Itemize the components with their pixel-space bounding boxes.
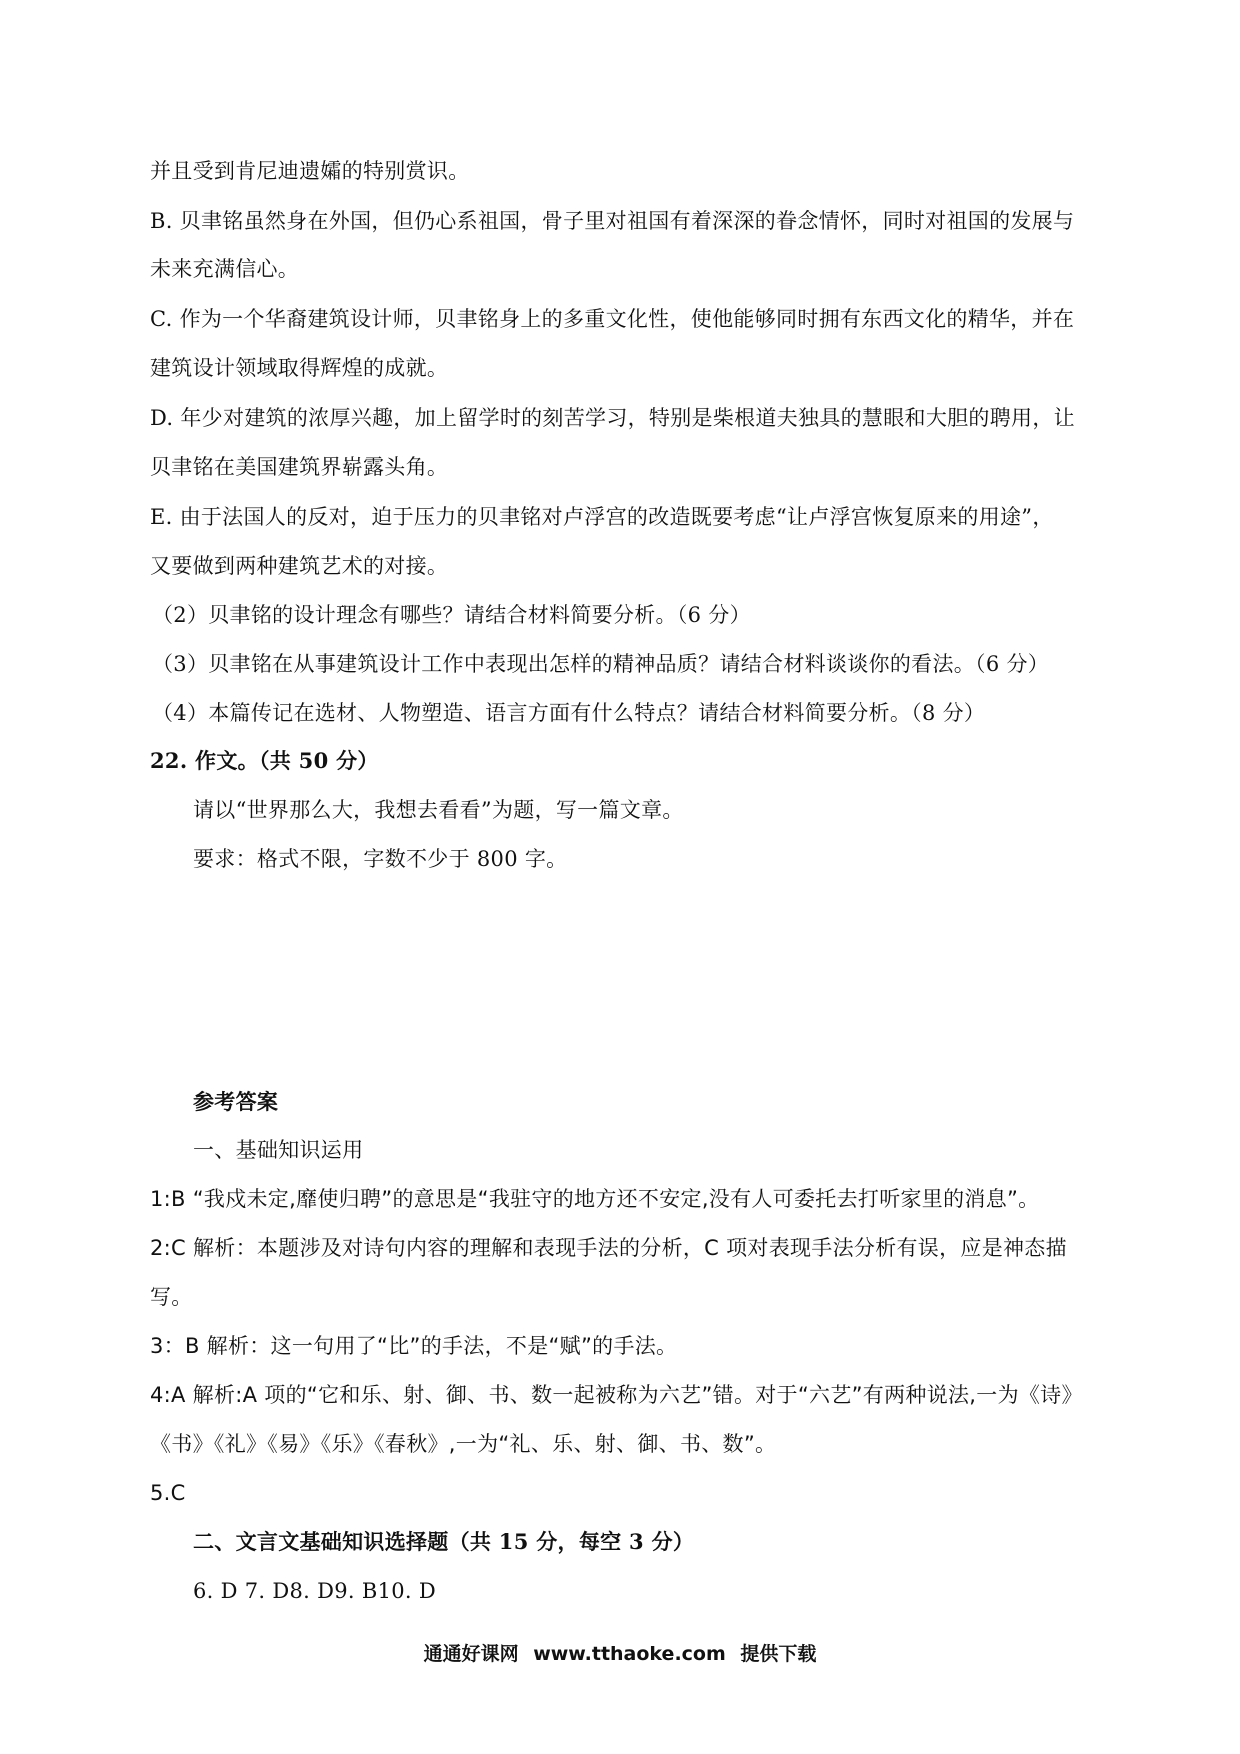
option-e-line-1: E. 由于法国人的反对，迫于压力的贝聿铭对卢浮宫的改造既要考虑“让卢浮宫恢复原来的用途”， xyxy=(150,505,1054,529)
question-22-heading: 22. 作文。（共 50 分） xyxy=(150,748,379,773)
answer-2-line-1: 2:C 解析：本题涉及对诗句内容的理解和表现手法的分析，C 项对表现手法分析有误，应是神态描 xyxy=(150,1236,1067,1260)
option-b-line-1: B. 贝聿铭虽然身在外国，但仍心系祖国，骨子里对祖国有着深深的眷念情怀，同时对祖国的发展与 xyxy=(150,209,1075,233)
footer-url-link[interactable]: www.tthaoke.com xyxy=(533,1643,726,1665)
essay-requirement: 要求：格式不限，字数不少于 800 字。 xyxy=(193,847,568,871)
answers-section-1-title: 一、基础知识运用 xyxy=(193,1138,364,1162)
option-a-tail: 并且受到肯尼迪遗孀的特别赏识。 xyxy=(150,159,470,183)
answer-4-line-1: 4:A 解析:A 项的“它和乐、射、御、书、数一起被称为六艺”错。对于“六艺”有两种说法,一为《诗》 xyxy=(150,1383,1083,1407)
page-footer xyxy=(0,1640,1240,1668)
sub-question-2: （2）贝聿铭的设计理念有哪些？请结合材料简要分析。（6 分） xyxy=(152,603,751,627)
sub-question-4: （4）本篇传记在选材、人物塑造、语言方面有什么特点？请结合材料简要分析。（8 分） xyxy=(152,701,986,725)
sub-question-3: （3）贝聿铭在从事建筑设计工作中表现出怎样的精神品质？请结合材料谈谈你的看法。（6 分） xyxy=(152,652,1050,676)
answers-heading: 参考答案 xyxy=(193,1089,279,1114)
option-e-line-2: 又要做到两种建筑艺术的对接。 xyxy=(150,554,449,578)
option-c-line-1: C. 作为一个华裔建筑设计师，贝聿铭身上的多重文化性，使他能够同时拥有东西文化的精华，并在 xyxy=(150,307,1075,331)
answers-section-2-title: 二、文言文基础知识选择题（共 15 分，每空 3 分） xyxy=(193,1529,695,1554)
answer-3: 3：B 解析：这一句用了“比”的手法，不是“赋”的手法。 xyxy=(150,1334,678,1358)
option-d-line-2: 贝聿铭在美国建筑界崭露头角。 xyxy=(150,455,449,479)
answer-4-line-2: 《书》《礼》《易》《乐》《春秋》,一为“礼、乐、射、御、书、数”。 xyxy=(150,1432,777,1456)
footer-suffix: 提供下载 xyxy=(740,1643,817,1665)
footer-site-name: 通通好课网 xyxy=(423,1643,519,1665)
answer-1: 1:B “我戍未定,靡使归聘”的意思是“我驻守的地方还不安定,没有人可委托去打听家里的消息”。 xyxy=(150,1187,1040,1211)
answers-section-2-values: 6. D 7. D8. D9. B10. D xyxy=(193,1579,436,1603)
answer-5: 5.C xyxy=(150,1481,186,1505)
option-b-line-2: 未来充满信心。 xyxy=(150,257,300,281)
essay-prompt: 请以“世界那么大，我想去看看”为题，写一篇文章。 xyxy=(193,798,684,822)
option-d-line-1: D. 年少对建筑的浓厚兴趣，加上留学时的刻苦学习，特别是柴根道夫独具的慧眼和大胆的聘用，让 xyxy=(150,406,1075,430)
option-c-line-2: 建筑设计领域取得辉煌的成就。 xyxy=(150,356,449,380)
answer-2-line-2: 写。 xyxy=(150,1285,193,1309)
